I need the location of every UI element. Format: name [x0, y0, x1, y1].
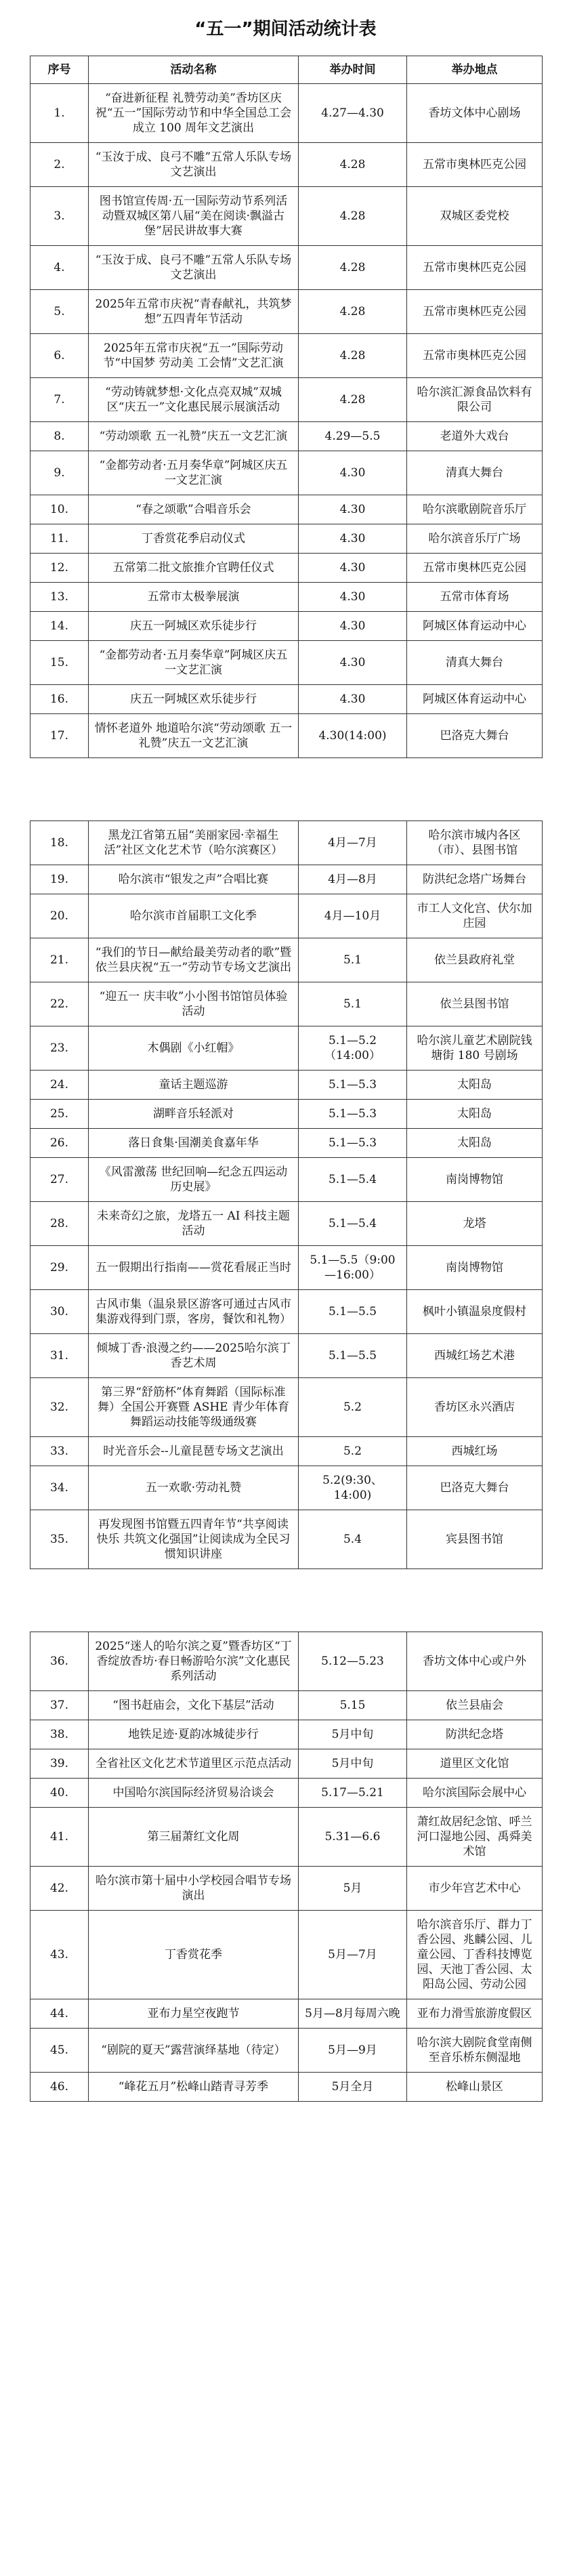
serial-number-cell: 43.	[30, 1911, 89, 1999]
activity-name-cell: 五常第二批文旅推介官聘任仪式	[89, 554, 299, 583]
event-location-cell: 双城区委党校	[407, 187, 543, 246]
event-location-cell: 清真大舞台	[407, 641, 543, 685]
table-body-part-2	[30, 821, 543, 1569]
serial-number-cell: 17.	[30, 714, 89, 758]
activity-name-cell: 2025年五常市庆祝“五一”国际劳动节“中国梦 劳动美 工会情”文艺汇演	[89, 334, 299, 378]
table-row	[30, 714, 543, 758]
table-row	[30, 495, 543, 524]
serial-number-cell: 27.	[30, 1158, 89, 1202]
event-location-cell: 五常市奥林匹克公园	[407, 554, 543, 583]
activity-name-cell: 2025年五常市庆祝“青春献礼，共筑梦想”五四青年节活动	[89, 290, 299, 334]
table-row	[30, 1632, 543, 1691]
event-time-cell: 4.30(14:00)	[299, 714, 407, 758]
event-time-cell: 4月—10月	[299, 894, 407, 938]
activity-name-cell: “迎五一 庆丰收”小小图书馆馆员体验活动	[89, 982, 299, 1026]
activity-name-cell: 丁香赏花季启动仪式	[89, 524, 299, 554]
activity-name-cell: “峰花五月”松峰山踏青寻芳季	[89, 2073, 299, 2102]
event-location-cell: 五常市奥林匹克公园	[407, 143, 543, 187]
table-row	[30, 524, 543, 554]
event-location-cell: 南岗博物馆	[407, 1246, 543, 1290]
activity-name-cell: 落日食集·国潮美食嘉年华	[89, 1129, 299, 1158]
event-time-cell: 5月—8月每周六晚	[299, 1999, 407, 2029]
serial-number-cell: 12.	[30, 554, 89, 583]
serial-number-cell: 23.	[30, 1026, 89, 1071]
event-location-cell: 宾县图书馆	[407, 1510, 543, 1569]
table-row	[30, 1202, 543, 1246]
serial-number-cell: 28.	[30, 1202, 89, 1246]
event-time-cell: 4.28	[299, 290, 407, 334]
event-time-cell: 5.1—5.3	[299, 1100, 407, 1129]
event-time-cell: 4.30	[299, 451, 407, 495]
event-location-cell: 五常市奥林匹克公园	[407, 334, 543, 378]
table-row	[30, 938, 543, 982]
activity-name-cell: 童话主题巡游	[89, 1071, 299, 1100]
event-time-cell: 4.28	[299, 334, 407, 378]
activity-name-cell: 庆五一阿城区欢乐徒步行	[89, 612, 299, 641]
table-row	[30, 1867, 543, 1911]
serial-number-cell: 38.	[30, 1720, 89, 1749]
event-location-cell: 依兰县政府礼堂	[407, 938, 543, 982]
activity-name-cell: 哈尔滨市“银发之声”合唱比赛	[89, 865, 299, 894]
activity-table-continued-1	[30, 820, 543, 1569]
event-time-cell: 5.17—5.21	[299, 1779, 407, 1808]
activity-name-cell: “金都劳动者·五月奏华章”阿城区庆五一文艺汇演	[89, 451, 299, 495]
serial-number-cell: 6.	[30, 334, 89, 378]
header-event-location: 举办地点	[407, 56, 543, 84]
event-location-cell: 哈尔滨歌剧院音乐厅	[407, 495, 543, 524]
event-location-cell: 西城红场	[407, 1437, 543, 1466]
event-time-cell: 4.30	[299, 554, 407, 583]
serial-number-cell: 3.	[30, 187, 89, 246]
event-location-cell: 五常市奥林匹克公园	[407, 246, 543, 290]
activity-name-cell: 未来奇幻之旅，龙塔五一 AI 科技主题活动	[89, 1202, 299, 1246]
event-location-cell: 阿城区体育运动中心	[407, 685, 543, 714]
serial-number-cell: 13.	[30, 583, 89, 612]
event-time-cell: 4.30	[299, 524, 407, 554]
event-location-cell: 巴洛克大舞台	[407, 714, 543, 758]
event-location-cell: 西城红场艺术港	[407, 1334, 543, 1378]
event-location-cell: 亚布力滑雪旅游度假区	[407, 1999, 543, 2029]
table-row	[30, 1911, 543, 1999]
activity-name-cell: 木偶剧《小红帽》	[89, 1026, 299, 1071]
event-time-cell: 4.29—5.5	[299, 422, 407, 451]
table-row	[30, 894, 543, 938]
activity-name-cell: “我们的节日—献给最美劳动者的歌”暨依兰县庆祝“五一”劳动节专场文艺演出	[89, 938, 299, 982]
table-row	[30, 1466, 543, 1510]
event-location-cell: 依兰县庙会	[407, 1691, 543, 1720]
serial-number-cell: 42.	[30, 1867, 89, 1911]
serial-number-cell: 4.	[30, 246, 89, 290]
event-location-cell: 香坊文体中心或户外	[407, 1632, 543, 1691]
event-location-cell: 防洪纪念塔	[407, 1720, 543, 1749]
table-row	[30, 982, 543, 1026]
table-row	[30, 1779, 543, 1808]
event-location-cell: 市少年宫艺术中心	[407, 1867, 543, 1911]
table-row	[30, 1026, 543, 1071]
serial-number-cell: 2.	[30, 143, 89, 187]
table-row	[30, 1999, 543, 2029]
event-time-cell: 5.15	[299, 1691, 407, 1720]
header-serial-number: 序号	[30, 56, 89, 84]
table-row	[30, 1290, 543, 1334]
activity-name-cell: 丁香赏花季	[89, 1911, 299, 1999]
activity-name-cell: 情怀老道外 地道哈尔滨“劳动颂歌 五一礼赞”庆五一文艺汇演	[89, 714, 299, 758]
activity-name-cell: 第三界“舒筋杯”体育舞蹈（国际标准舞）全国公开赛暨 ASHE 青少年体育舞蹈运动技能等级通级赛	[89, 1378, 299, 1437]
serial-number-cell: 8.	[30, 422, 89, 451]
activity-name-cell: 五常市太极拳展演	[89, 583, 299, 612]
serial-number-cell: 32.	[30, 1378, 89, 1437]
event-time-cell: 5.2	[299, 1437, 407, 1466]
event-time-cell: 5.2	[299, 1378, 407, 1437]
serial-number-cell: 40.	[30, 1779, 89, 1808]
event-location-cell: 枫叶小镇温泉度假村	[407, 1290, 543, 1334]
event-time-cell: 5.4	[299, 1510, 407, 1569]
header-event-time: 举办时间	[299, 56, 407, 84]
event-location-cell: 松峰山景区	[407, 2073, 543, 2102]
activity-name-cell: “劳动铸就梦想·文化点亮双城”双城区“庆五一”文化惠民展示展演活动	[89, 378, 299, 422]
event-time-cell: 4.30	[299, 583, 407, 612]
serial-number-cell: 14.	[30, 612, 89, 641]
table-row	[30, 554, 543, 583]
event-time-cell: 4.28	[299, 187, 407, 246]
table-row	[30, 1720, 543, 1749]
event-location-cell: 依兰县图书馆	[407, 982, 543, 1026]
serial-number-cell: 37.	[30, 1691, 89, 1720]
serial-number-cell: 29.	[30, 1246, 89, 1290]
event-location-cell: 哈尔滨大剧院食堂南侧至音乐桥东侧湿地	[407, 2029, 543, 2073]
table-row	[30, 1071, 543, 1100]
event-time-cell: 5.1—5.3	[299, 1071, 407, 1100]
serial-number-cell: 46.	[30, 2073, 89, 2102]
activity-name-cell: 《风雷激荡 世纪回响—纪念五四运动历史展》	[89, 1158, 299, 1202]
event-location-cell: 清真大舞台	[407, 451, 543, 495]
activity-name-cell: “劳动颂歌 五一礼赞”庆五一文艺汇演	[89, 422, 299, 451]
event-location-cell: 哈尔滨儿童艺术剧院钱塘街 180 号剧场	[407, 1026, 543, 1071]
serial-number-cell: 39.	[30, 1749, 89, 1779]
event-time-cell: 5.1—5.5（9:00—16:00）	[299, 1246, 407, 1290]
table-row	[30, 451, 543, 495]
event-location-cell: 哈尔滨音乐厅、群力丁香公园、兆麟公园、儿童公园、丁香科技博览园、天池丁香公园、太阳岛公园、劳动公园	[407, 1911, 543, 1999]
serial-number-cell: 41.	[30, 1808, 89, 1867]
event-location-cell: 太阳岛	[407, 1129, 543, 1158]
event-time-cell: 5.31—6.6	[299, 1808, 407, 1867]
table-row	[30, 1334, 543, 1378]
activity-table	[30, 56, 543, 758]
event-location-cell: 哈尔滨汇源食品饮料有限公司	[407, 378, 543, 422]
activity-name-cell: 五一欢歌·劳动礼赞	[89, 1466, 299, 1510]
activity-name-cell: 庆五一阿城区欢乐徒步行	[89, 685, 299, 714]
activity-name-cell: “玉汝于成、良弓不雕”五常人乐队专场文艺演出	[89, 143, 299, 187]
table-row	[30, 334, 543, 378]
event-time-cell: 4月—7月	[299, 821, 407, 865]
table-row	[30, 143, 543, 187]
table-row	[30, 84, 543, 143]
event-time-cell: 4月—8月	[299, 865, 407, 894]
activity-name-cell: 图书馆宣传周·五一国际劳动节系列活动暨双城区第八届“美在阅读·飘溢古堡”居民讲故事大赛	[89, 187, 299, 246]
table-row	[30, 378, 543, 422]
serial-number-cell: 36.	[30, 1632, 89, 1691]
event-time-cell: 4.30	[299, 612, 407, 641]
event-time-cell: 4.30	[299, 685, 407, 714]
event-location-cell: 太阳岛	[407, 1071, 543, 1100]
event-location-cell: 防洪纪念塔广场舞台	[407, 865, 543, 894]
activity-name-cell: 时光音乐会--儿童昆琶专场文艺演出	[89, 1437, 299, 1466]
table-row	[30, 1378, 543, 1437]
event-location-cell: 老道外大戏台	[407, 422, 543, 451]
event-time-cell: 5.2(9:30、14:00)	[299, 1466, 407, 1510]
activity-name-cell: 中国哈尔滨国际经济贸易洽谈会	[89, 1779, 299, 1808]
serial-number-cell: 20.	[30, 894, 89, 938]
activity-name-cell: 五一假期出行指南——赏花看展正当时	[89, 1246, 299, 1290]
table-row	[30, 1691, 543, 1720]
event-time-cell: 5月	[299, 1867, 407, 1911]
event-time-cell: 4.27—4.30	[299, 84, 407, 143]
serial-number-cell: 26.	[30, 1129, 89, 1158]
serial-number-cell: 25.	[30, 1100, 89, 1129]
serial-number-cell: 30.	[30, 1290, 89, 1334]
activity-name-cell: 黑龙江省第五届“美丽家园·幸福生活”社区文化艺术节（哈尔滨赛区）	[89, 821, 299, 865]
event-location-cell: 香坊文体中心剧场	[407, 84, 543, 143]
serial-number-cell: 24.	[30, 1071, 89, 1100]
activity-name-cell: “剧院的夏天”露营演绎基地（待定）	[89, 2029, 299, 2073]
event-location-cell: 哈尔滨音乐厅广场	[407, 524, 543, 554]
activity-name-cell: 哈尔滨市首届职工文化季	[89, 894, 299, 938]
activity-name-cell: “春之颂歌”合唱音乐会	[89, 495, 299, 524]
page-title: “五一”期间活动统计表	[194, 19, 377, 39]
table-row	[30, 821, 543, 865]
activity-name-cell: 再发现图书馆暨五四青年节“共享阅读快乐 共筑文化强国”让阅读成为全民习惯知识讲座	[89, 1510, 299, 1569]
serial-number-cell: 15.	[30, 641, 89, 685]
serial-number-cell: 11.	[30, 524, 89, 554]
table-row	[30, 685, 543, 714]
table-row	[30, 1246, 543, 1290]
serial-number-cell: 18.	[30, 821, 89, 865]
activity-name-cell: 地铁足迹·夏韵冰城徒步行	[89, 1720, 299, 1749]
table-row	[30, 1158, 543, 1202]
table-body-part-3	[30, 1632, 543, 2102]
table-row	[30, 1808, 543, 1867]
serial-number-cell: 19.	[30, 865, 89, 894]
table-row	[30, 583, 543, 612]
event-location-cell: 太阳岛	[407, 1100, 543, 1129]
activity-name-cell: 湖畔音乐轻派对	[89, 1100, 299, 1129]
serial-number-cell: 22.	[30, 982, 89, 1026]
serial-number-cell: 31.	[30, 1334, 89, 1378]
activity-name-cell: 亚布力星空夜跑节	[89, 1999, 299, 2029]
event-location-cell: 哈尔滨国际会展中心	[407, 1779, 543, 1808]
event-time-cell: 5.1—5.4	[299, 1202, 407, 1246]
event-time-cell: 5.1—5.2（14:00）	[299, 1026, 407, 1071]
activity-name-cell: “奋进新征程 礼赞劳动美”香坊区庆祝“五一”国际劳动节和中华全国总工会成立 100 周年文艺演出	[89, 84, 299, 143]
serial-number-cell: 34.	[30, 1466, 89, 1510]
serial-number-cell: 35.	[30, 1510, 89, 1569]
event-time-cell: 5.1—5.5	[299, 1334, 407, 1378]
event-location-cell: 道里区文化馆	[407, 1749, 543, 1779]
event-time-cell: 5月中旬	[299, 1749, 407, 1779]
event-time-cell: 4.30	[299, 641, 407, 685]
table-row	[30, 2029, 543, 2073]
header-activity-name: 活动名称	[89, 56, 299, 84]
event-location-cell: 市工人文化宫、伏尔加庄园	[407, 894, 543, 938]
table-header	[30, 56, 543, 84]
table-row	[30, 246, 543, 290]
activity-name-cell: 第三届萧红文化周	[89, 1808, 299, 1867]
event-location-cell: 哈尔滨市城内各区（市）、县图书馆	[407, 821, 543, 865]
event-location-cell: 萧红故居纪念馆、呼兰河口湿地公园、禹舜美术馆	[407, 1808, 543, 1867]
event-location-cell: 阿城区体育运动中心	[407, 612, 543, 641]
activity-name-cell: 哈尔滨市第十届中小学校园合唱节专场演出	[89, 1867, 299, 1911]
event-time-cell: 4.28	[299, 246, 407, 290]
activity-table-continued-2	[30, 1632, 543, 2102]
event-time-cell: 5.1—5.5	[299, 1290, 407, 1334]
table-row	[30, 612, 543, 641]
event-time-cell: 5月全月	[299, 2073, 407, 2102]
event-time-cell: 4.28	[299, 378, 407, 422]
serial-number-cell: 5.	[30, 290, 89, 334]
header-row	[30, 56, 543, 84]
serial-number-cell: 9.	[30, 451, 89, 495]
table-row	[30, 1510, 543, 1569]
event-time-cell: 5.1	[299, 982, 407, 1026]
table-row	[30, 422, 543, 451]
table-row	[30, 1100, 543, 1129]
table-row	[30, 1749, 543, 1779]
event-location-cell: 五常市体育场	[407, 583, 543, 612]
serial-number-cell: 10.	[30, 495, 89, 524]
serial-number-cell: 21.	[30, 938, 89, 982]
event-location-cell: 南岗博物馆	[407, 1158, 543, 1202]
event-time-cell: 5.12—5.23	[299, 1632, 407, 1691]
table-row	[30, 1129, 543, 1158]
serial-number-cell: 7.	[30, 378, 89, 422]
table-row	[30, 187, 543, 246]
activity-name-cell: “金都劳动者·五月奏华章”阿城区庆五一文艺汇演	[89, 641, 299, 685]
activity-name-cell: “玉汝于成、良弓不雕”五常人乐队专场文艺演出	[89, 246, 299, 290]
table-body-part-1	[30, 84, 543, 758]
event-time-cell: 5.1	[299, 938, 407, 982]
event-time-cell: 5月中旬	[299, 1720, 407, 1749]
event-location-cell: 香坊区永兴酒店	[407, 1378, 543, 1437]
event-time-cell: 5月—9月	[299, 2029, 407, 2073]
event-time-cell: 4.30	[299, 495, 407, 524]
table-row	[30, 641, 543, 685]
table-row	[30, 865, 543, 894]
activity-name-cell: “图书赶庙会，文化下基层”活动	[89, 1691, 299, 1720]
event-location-cell: 五常市奥林匹克公园	[407, 290, 543, 334]
serial-number-cell: 16.	[30, 685, 89, 714]
event-location-cell: 巴洛克大舞台	[407, 1466, 543, 1510]
serial-number-cell: 44.	[30, 1999, 89, 2029]
event-time-cell: 5.1—5.4	[299, 1158, 407, 1202]
serial-number-cell: 1.	[30, 84, 89, 143]
table-row	[30, 1437, 543, 1466]
event-time-cell: 4.28	[299, 143, 407, 187]
serial-number-cell: 33.	[30, 1437, 89, 1466]
activity-name-cell: 古风市集（温泉景区游客可通过古风市集游戏得到门票，客房，餐饮和礼物）	[89, 1290, 299, 1334]
activity-name-cell: 2025“迷人的哈尔滨之夏”暨香坊区“丁香绽放香坊·春日畅游哈尔滨”文化惠民系列活动	[89, 1632, 299, 1691]
activity-name-cell: 倾城丁香·浪漫之约——2025哈尔滨丁香艺术周	[89, 1334, 299, 1378]
table-row	[30, 290, 543, 334]
event-time-cell: 5.1—5.3	[299, 1129, 407, 1158]
table-row	[30, 2073, 543, 2102]
event-time-cell: 5月—7月	[299, 1911, 407, 1999]
serial-number-cell: 45.	[30, 2029, 89, 2073]
activity-name-cell: 全省社区文化艺术节道里区示范点活动	[89, 1749, 299, 1779]
event-location-cell: 龙塔	[407, 1202, 543, 1246]
